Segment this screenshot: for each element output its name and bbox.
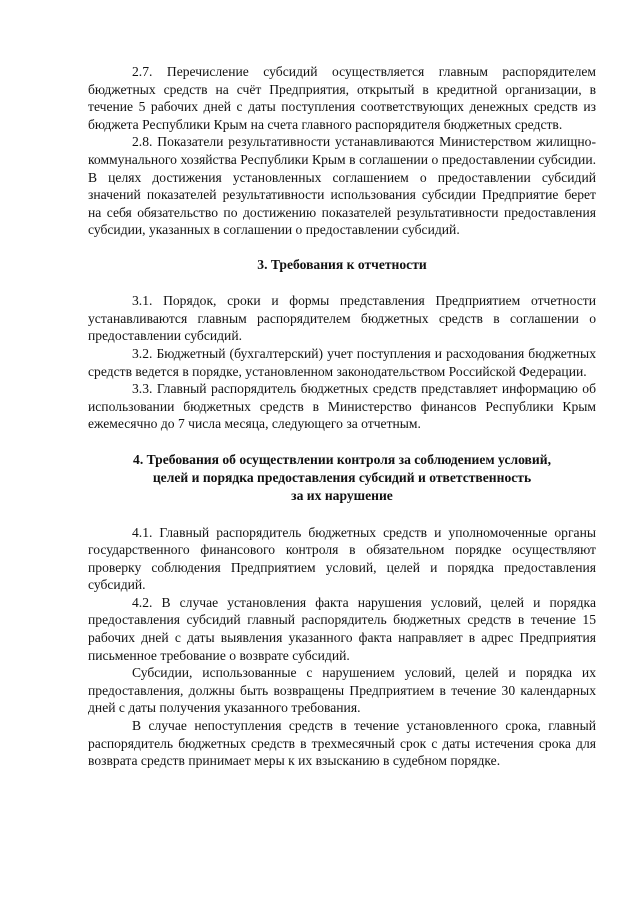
paragraph-4-2-return: Субсидии, использованные с нарушением условий, целей и порядка их предоставления, должны быть возвращены Предприятием в течение 30 календарных дней с даты получения указанного требования. xyxy=(88,665,596,716)
paragraph-4-1: 4.1. Главный распорядитель бюджетных средств и уполномоченные органы государственного финансового контроля в обязательном порядке осуществляют проверку соблюдения Предприятием условий, целей и порядка предоставления субсидий. xyxy=(88,524,596,593)
paragraph-4-2: 4.2. В случае установления факта нарушения условий, целей и порядка предоставления субсидий главный распорядитель бюджетных средств в течение 15 рабочих дней с даты выявления указанного факта направляет в адрес Предприятия письменное требование о возврате субсидий. xyxy=(88,594,596,663)
paragraph-2-8: 2.8. Показатели результативности устанавливаются Министерством жилищно-коммунального хозяйства Республики Крым в соглашении о предоставлении субсидии. В целях достижения установленных соглашением о предоставлении субсидий значений показателей результативности использования субсидии Предприятие берет на себя обязательство по достижению показателей результативности предоставления субсидии, указанных в соглашении о предоставлении субсидий. xyxy=(88,134,596,238)
paragraph-3-2: 3.2. Бюджетный (бухгалтерский) учет поступления и расходования бюджетных средств ведется в порядке, установленном законодательством Российской Федерации. xyxy=(88,345,596,379)
paragraph-4-2-court: В случае непоступления средств в течение установленного срока, главный распорядитель бюджетных средств в трехмесячный срок с даты истечения срока для возврата средств принимает меры к их взысканию в судебном порядке. xyxy=(88,718,596,769)
paragraph-3-3: 3.3. Главный распорядитель бюджетных средств представляет информацию об использовании бюджетных средств в Министерство финансов Республики Крым ежемесячно до 7 числа месяца, следующего за отчетным. xyxy=(88,381,596,432)
section-3-title: 3. Требования к отчетности xyxy=(257,256,427,272)
paragraph-3-1: 3.1. Порядок, сроки и формы представления Предприятием отчетности устанавливаются главным распорядителем бюджетных средств в соглашении о предоставлении субсидий. xyxy=(88,293,596,344)
section-4-title-line-1: 4. Требования об осуществлении контроля за соблюдением условий, xyxy=(133,451,551,467)
paragraph-2-7: 2.7. Перечисление субсидий осуществляется главным распорядителем бюджетных средств на счёт Предприятия, открытый в кредитной организации, в течение 5 рабочих дней с даты поступления соответствующих денежных средств из бюджета Республики Крым на счета главного распорядителя бюджетных средств. xyxy=(88,64,596,132)
section-4-title-line-2: целей и порядка предоставления субсидий и ответственность xyxy=(152,470,532,486)
section-4-title-line-3: за их нарушение xyxy=(291,488,393,504)
section-4-title xyxy=(88,451,596,506)
